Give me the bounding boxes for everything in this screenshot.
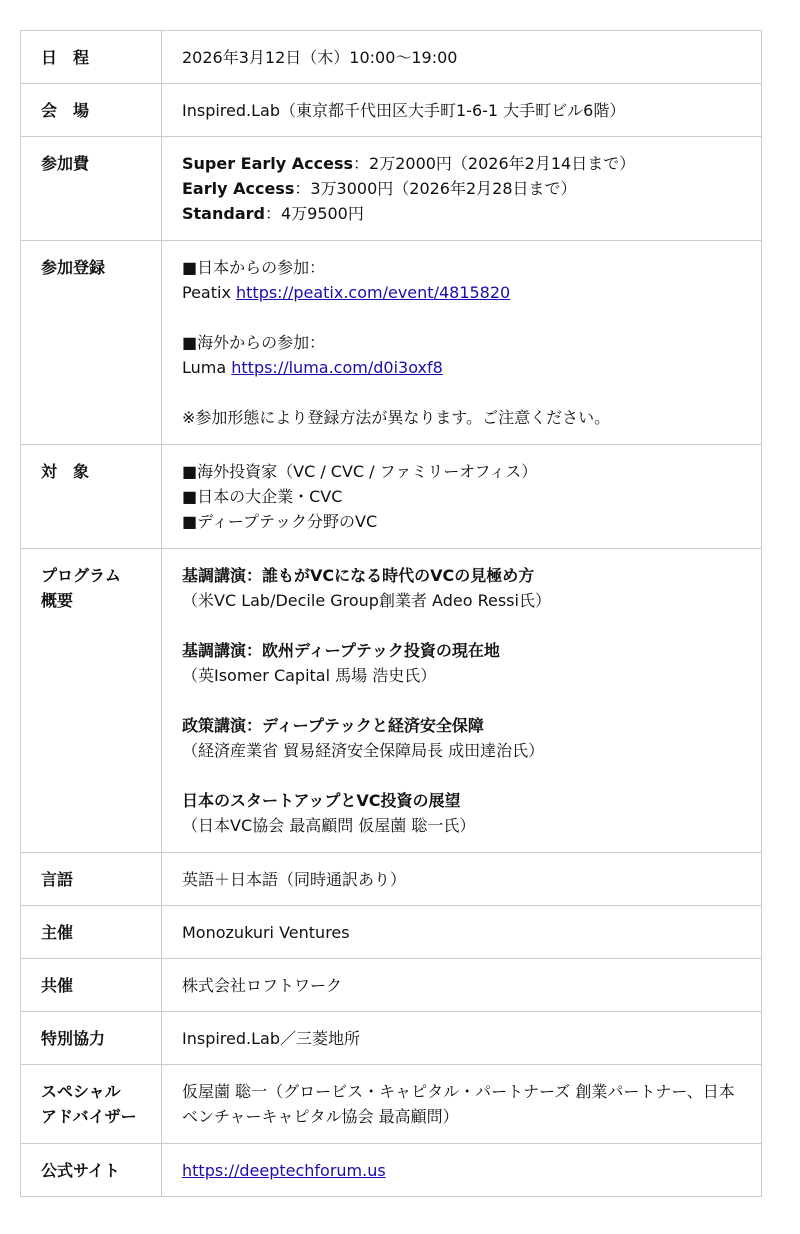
organizer-value: Monozukuri Ventures (162, 906, 762, 959)
fee-value (162, 137, 762, 241)
fee-tier-name: Super Early Access (182, 154, 354, 173)
luma-link[interactable]: https://luma.com/d0i3oxf8 (231, 358, 443, 377)
row-audience (21, 445, 762, 549)
official-site-link[interactable]: https://deeptechforum.us (182, 1161, 386, 1180)
registration-japan-service: Peatix (182, 283, 236, 302)
session-title: 基調講演：欧州ディープテック投資の現在地 (182, 641, 500, 660)
special-cooperation-label: 特別協力 (21, 1012, 162, 1065)
fee-tier-name: Standard (182, 204, 265, 223)
session-speaker: （経済産業省 貿易経済安全保障局長 成田達治氏） (182, 741, 545, 760)
row-co-organizer (21, 959, 762, 1012)
registration-label: 参加登録 (21, 241, 162, 445)
program-value (162, 549, 762, 853)
session-speaker: （英Isomer Capital 馬場 浩史氏） (182, 666, 437, 685)
registration-value (162, 241, 762, 445)
session-title: 政策講演：ディープテックと経済安全保障 (182, 716, 484, 735)
fee-tier (182, 176, 741, 201)
audience-item: ■日本の大企業・CVC (182, 487, 343, 506)
advisor-label-line1: スペシャル (41, 1082, 121, 1101)
spacer (182, 763, 741, 788)
session-speaker: （日本VC協会 最高顧問 仮屋薗 聡一氏） (182, 816, 476, 835)
date-label: 日 程 (21, 31, 162, 84)
special-cooperation-value: Inspired.Lab／三菱地所 (162, 1012, 762, 1065)
row-language (21, 853, 762, 906)
program-label (21, 549, 162, 853)
fee-tier-detail: ：2万2000円（2026年2月14日まで） (353, 154, 636, 173)
website-label: 公式サイト (21, 1144, 162, 1197)
registration-note: ※参加形態により登録方法が異なります。ご注意ください。 (182, 408, 611, 427)
fee-tier (182, 201, 741, 226)
advisor-value: 仮屋薗 聡一（グロービス・キャピタル・パートナーズ 創業パートナー、日本ベンチャーキャピタル協会 最高顧問） (162, 1065, 762, 1144)
website-value (162, 1144, 762, 1197)
date-value: 2026年3月12日（木）10:00〜19:00 (162, 31, 762, 84)
fee-tier (182, 151, 741, 176)
spacer (182, 380, 741, 405)
language-label: 言語 (21, 853, 162, 906)
fee-tier-detail: ：3万3000円（2026年2月28日まで） (294, 179, 577, 198)
registration-overseas-service: Luma (182, 358, 232, 377)
audience-item: ■海外投資家（VC / CVC / ファミリーオフィス） (182, 462, 538, 481)
registration-japan-heading: ■日本からの参加： (182, 258, 326, 277)
spacer (182, 305, 741, 330)
row-website (21, 1144, 762, 1197)
registration-overseas-line (182, 355, 741, 380)
program-label-line2: 概要 (41, 591, 74, 610)
audience-value (162, 445, 762, 549)
registration-overseas-heading: ■海外からの参加： (182, 333, 326, 352)
row-venue (21, 84, 762, 137)
row-organizer (21, 906, 762, 959)
language-value: 英語＋日本語（同時通訳あり） (162, 853, 762, 906)
session-speaker: （米VC Lab/Decile Group創業者 Adeo Ressi氏） (182, 591, 551, 610)
advisor-label-line2: アドバイザー (41, 1107, 137, 1126)
advisor-label (21, 1065, 162, 1144)
session-title: 日本のスタートアップとVC投資の展望 (182, 791, 461, 810)
row-advisor (21, 1065, 762, 1144)
row-special-cooperation (21, 1012, 762, 1065)
organizer-label: 主催 (21, 906, 162, 959)
venue-value: Inspired.Lab（東京都千代田区大手町1-6-1 大手町ビル6階） (162, 84, 762, 137)
fee-tier-detail: ：4万9500円 (264, 204, 364, 223)
spacer (182, 688, 741, 713)
event-info-table (20, 30, 762, 1197)
peatix-link[interactable]: https://peatix.com/event/4815820 (236, 283, 511, 302)
session-title: 基調講演：誰もがVCになる時代のVCの見極め方 (182, 566, 535, 585)
fee-label: 参加費 (21, 137, 162, 241)
registration-japan-line (182, 280, 741, 305)
co-organizer-label: 共催 (21, 959, 162, 1012)
row-program (21, 549, 762, 853)
row-date (21, 31, 762, 84)
fee-tier-name: Early Access (182, 179, 295, 198)
venue-label: 会 場 (21, 84, 162, 137)
co-organizer-value: 株式会社ロフトワーク (162, 959, 762, 1012)
spacer (182, 613, 741, 638)
program-label-line1: プログラム (41, 566, 121, 585)
audience-item: ■ディープテック分野のVC (182, 512, 378, 531)
row-fee (21, 137, 762, 241)
row-registration (21, 241, 762, 445)
audience-label: 対 象 (21, 445, 162, 549)
